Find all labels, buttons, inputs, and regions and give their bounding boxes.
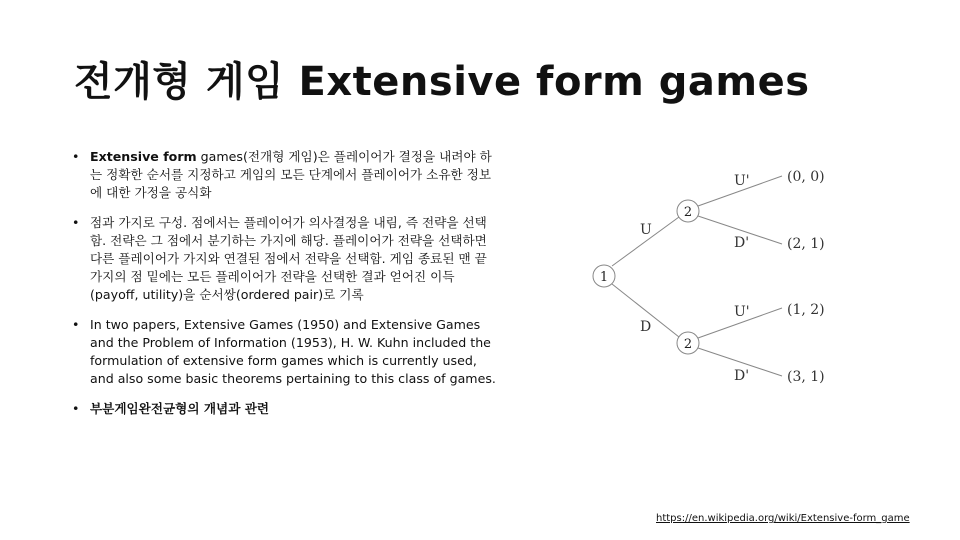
bullet-bold-text: Extensive form [90, 149, 197, 164]
edge-d-label: D [640, 319, 652, 335]
bullet-item [70, 214, 502, 304]
lower-up-label: U' [734, 304, 750, 320]
upper-node-label: 2 [683, 205, 693, 220]
root-node-label: 1 [599, 270, 609, 285]
lower-node-label: 2 [683, 337, 693, 352]
payoff-dd: (3, 1) [787, 369, 825, 385]
upper-down-label: D' [734, 235, 750, 251]
game-tree-diagram [582, 158, 852, 398]
edge-u-label: U [640, 222, 652, 238]
bullet-item [70, 316, 502, 388]
bullet-list [70, 148, 502, 430]
source-link[interactable]: https://en.wikipedia.org/wiki/Extensive-form_game [656, 513, 910, 524]
payoff-ud: (2, 1) [787, 236, 825, 252]
bullet-item [70, 400, 502, 418]
bullet-text: 점과 가지로 구성. 점에서는 플레이어가 의사결정을 내림, 즉 전략을 선택함. 전략은 그 점에서 분기하는 가지에 해당. 플레이어가 전략을 선택하면 다른 플레이어가 가지와 연결된 점에서 전략을 선택함. 게임 종료된 맨 끝 가지의 점 밑에는 모든 플레이어가 전략을 선택한 결과 얻어진 이득(payoff, utility)을 순서쌍(ordered pair)로 기록 [90, 215, 487, 302]
payoff-du: (1, 2) [787, 302, 825, 318]
bullet-text: games(전개형 게임)은 플레이어가 결정을 내려야 하는 정확한 순서를 지정하고 게임의 모든 단계에서 플레이어가 소유한 정보에 대한 가정을 공식화 [90, 149, 492, 200]
bullet-bold-text: 부분게임완전균형의 개념과 관련 [90, 401, 270, 416]
bullet-text: In two papers, Extensive Games (1950) and Extensive Games and the Problem of Information (1953), H. W. Kuhn included the formulation of extensive form games which is currently used, and also some basic theorems pertaining to this class of games. [90, 317, 496, 386]
bullet-item [70, 148, 502, 202]
upper-up-label: U' [734, 173, 750, 189]
lower-down-label: D' [734, 368, 750, 384]
slide-title: 전개형 게임 Extensive form games [74, 59, 810, 105]
payoff-uu: (0, 0) [787, 169, 825, 185]
